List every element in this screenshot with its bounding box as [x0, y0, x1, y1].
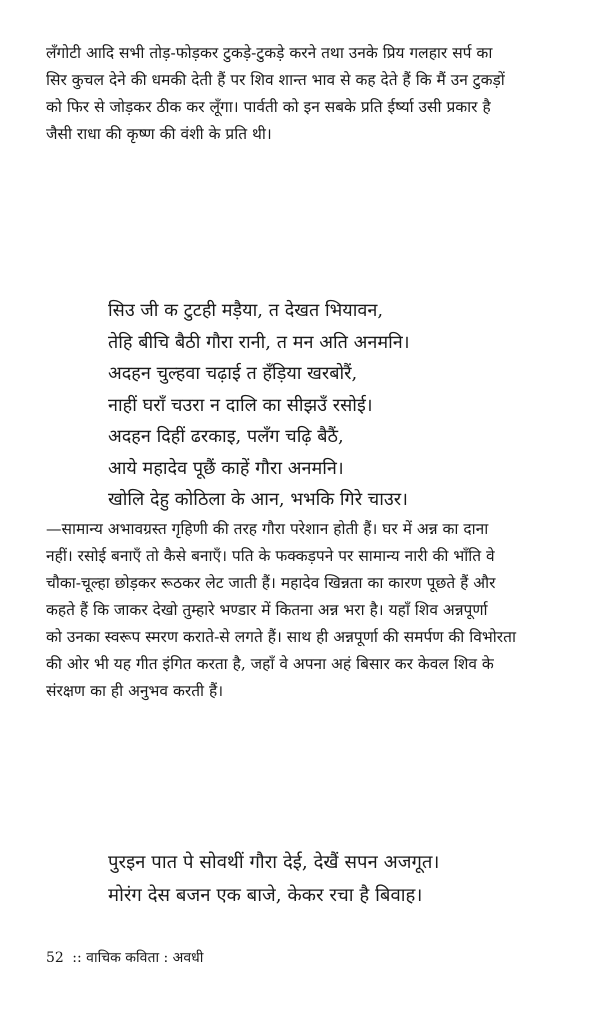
paragraph-line: कहते हैं कि जाकर देखो तुम्हारे भण्डार में कितना अन्न भरा है। यहाँ शिव अन्नपूर्णा — [46, 601, 488, 619]
verse-line: तेहि बीचि बैठी गौरा रानी, त मन अति अनमनि। — [108, 331, 410, 353]
page-number: 52 — [46, 950, 64, 966]
paragraph-2 — [46, 516, 564, 705]
folk-song-verse-1 — [108, 295, 410, 516]
verse-line: आये महादेव पूछैं काहें गौरा अनमनि। — [108, 457, 344, 479]
book-title: वाचिक कविता : अवधी — [86, 950, 204, 966]
paragraph-line: —सामान्य अभावग्रस्त गृहिणी की तरह गौरा परेशान होती हैं। घर में अन्न का दाना — [46, 520, 489, 538]
paragraph-1 — [46, 40, 564, 148]
verse-line: मोरंग देस बजन एक बाजे, केकर रचा है बिवाह। — [108, 885, 423, 906]
paragraph-line: सिर कुचल देने की धमकी देती हैं पर शिव शान्त भाव से कह देते हैं कि मैं उन टुकड़ों — [46, 71, 505, 89]
page-footer — [46, 948, 203, 968]
verse-line: सिउ जी क टुटही मड़ैया, त देखत भियावन, — [108, 300, 384, 321]
paragraph-line: चौका-चूल्हा छोड़कर रूठकर लेट जाती हैं। महादेव खिन्नता का कारण पूछते हैं और — [46, 574, 496, 592]
verse-line: नाहीं घराँ चउरा न दालि का सीझउँ रसोई। — [108, 394, 373, 416]
folk-song-verse-2 — [108, 846, 439, 912]
verse-line: अदहन दिहीं ढरकाइ, पलँग चढ़ि बैठैं, — [108, 426, 344, 447]
paragraph-line: नहीं। रसोई बनाएँ तो कैसे बनाएँ। पति के फक्कड़पने पर सामान्य नारी की भाँति वे — [46, 547, 495, 565]
verse-line: पुरइन पात पे सोवथीं गौरा देई, देखैं सपन अजगूत। — [108, 852, 440, 873]
paragraph-line: लँगोटी आदि सभी तोड़-फोड़कर टुकड़े-टुकड़े करने तथा उनके प्रिय गलहार सर्प का — [46, 44, 493, 62]
paragraph-line: संरक्षण का ही अनुभव करती हैं। — [46, 682, 224, 700]
verse-line: खोलि देहु कोठिला के आन, भभकि गिरे चाउर। — [108, 489, 408, 510]
paragraph-line: जैसी राधा की कृष्ण की वंशी के प्रति थी। — [46, 125, 272, 143]
verse-line: अदहन चुल्हवा चढ़ाई त हँड़िया खरबोरैं, — [108, 363, 358, 384]
paragraph-line: को उनका स्वरूप स्मरण कराते-से लगते हैं। साथ ही अन्नपूर्णा की समर्पण की विभोरता — [46, 628, 516, 646]
footer-separator: :: — [72, 950, 82, 966]
paragraph-line: की ओर भी यह गीत इंगित करता है, जहाँ वे अपना अहं बिसार कर केवल शिव के — [46, 655, 494, 673]
paragraph-line: को फिर से जोड़कर ठीक कर लूँगा। पार्वती को इन सबके प्रति ईर्ष्या उसी प्रकार है — [46, 98, 491, 116]
